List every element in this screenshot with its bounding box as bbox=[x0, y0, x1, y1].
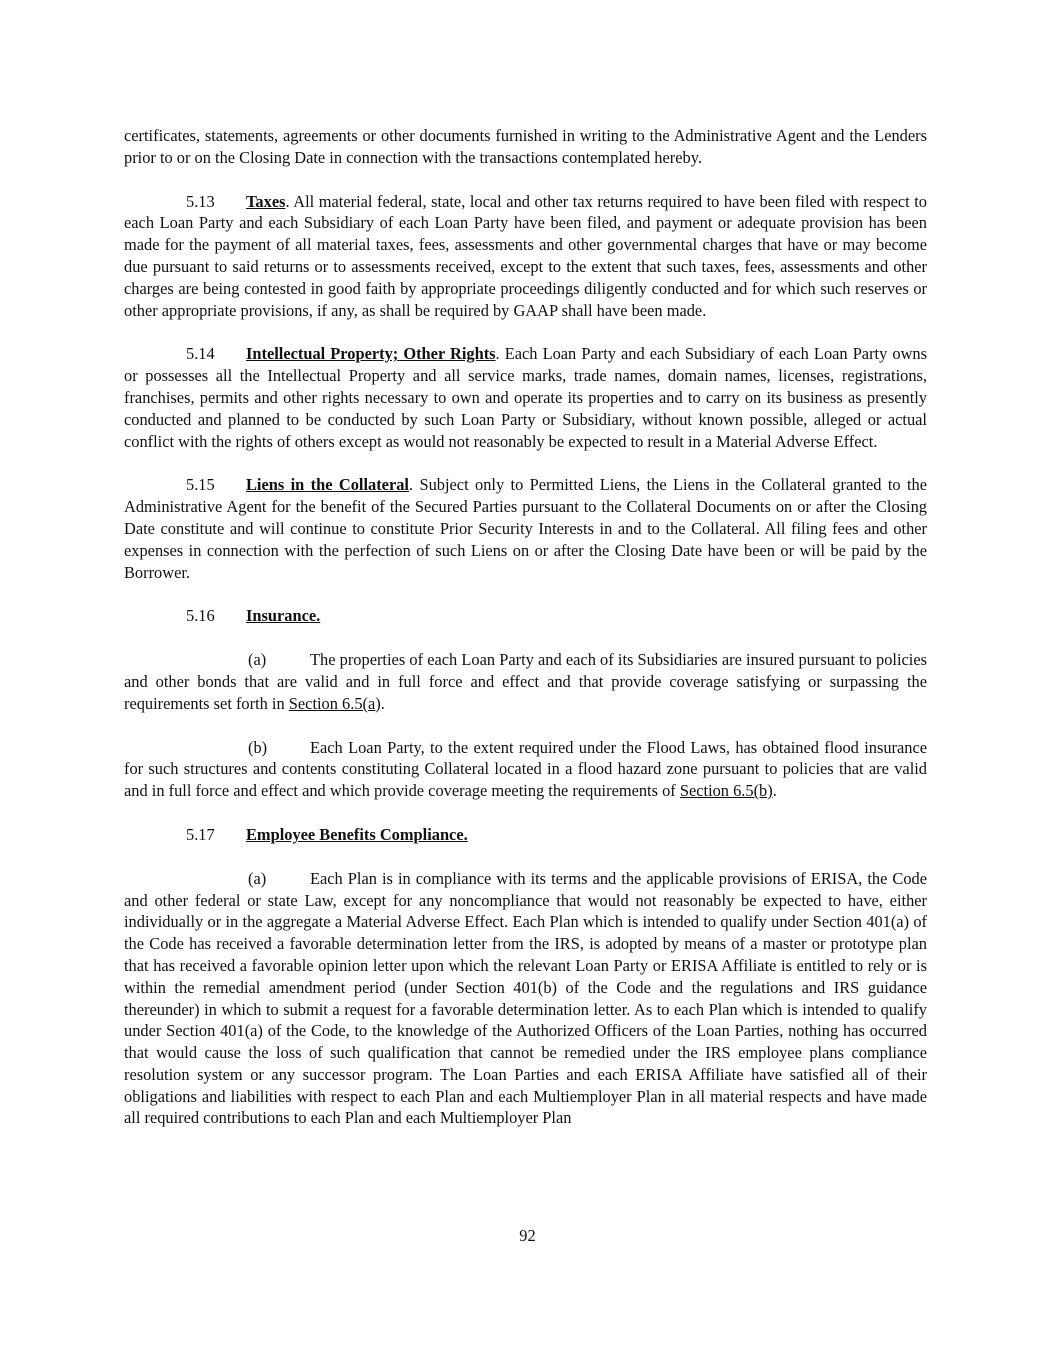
clause-text: Each Plan is in compliance with its terms and the applicable provisions of ERISA, the Code and other federal or state Law, except for any noncompliance that would not reasonably be expected to have, either individually or in the aggregate a Material Adverse Effect. Each Plan which is intended to qualify under Section 401(a) of the Code has received a favorable determination letter from the IRS, is adopted by means of a master or prototype plan that has received a favorable opinion letter upon which the relevant Loan Party or ERISA Affiliate is entitled to rely or is within the remedial amendment period (under Section 401(b) of the Code and the regulations and IRS guidance thereunder) in which to submit a request for a favorable determination letter. As to each Plan which is intended to qualify under Section 401(a) of the Code, to the knowledge of the Authorized Officers of the Loan Parties, nothing has occurred that would cause the loss of such qualification that cannot be remedied under the IRS employee plans compliance resolution system or any successor program. The Loan Parties and each ERISA Affiliate have satisfied all of their obligations and liabilities with respect to each Plan and each Multiemployer Plan in all material respects and have made all required contributions to each Plan and each Multiemployer Plan bbox=[124, 868, 927, 1128]
clause-label: (a) bbox=[248, 868, 267, 888]
section-5-16-b bbox=[124, 737, 927, 802]
section-number: 5.13 bbox=[186, 191, 215, 211]
section-heading: Liens in the Collateral bbox=[246, 475, 409, 495]
section-text: . Subject only to Permitted Liens, the Liens in the Collateral granted to the Administrative Agent for the benefit of the Secured Parties pursuant to the Collateral Documents on or after the Closing Date constitute and will continue to constitute Prior Security Interests in and to the Collateral. All filing fees and other expenses in connection with the perfection of such Liens on or after the Closing Date have been or will be paid by the Borrower. bbox=[124, 475, 928, 582]
section-number: 5.16 bbox=[186, 606, 215, 626]
section-heading: Intellectual Property; Other Rights bbox=[246, 344, 496, 364]
section-text: . Each Loan Party and each Subsidiary of each Loan Party owns or possesses all the Intellectual Property and all service marks, trade names, domain names, licenses, registrations, franchises, permits and other rights necessary to own and operate its properties and to carry on its business as presently conducted and planned to be conducted by such Loan Party or Subsidiary, without known possible, alleged or actual conflict with the rights of others except as would not reasonably be expected to result in a Material Adverse Effect. bbox=[124, 344, 927, 451]
clause-label: (b) bbox=[248, 737, 268, 757]
section-5-15 bbox=[124, 474, 927, 583]
section-reference: Section 6.5(a) bbox=[288, 693, 381, 713]
section-reference: Section 6.5(b) bbox=[679, 781, 773, 801]
clause-label: (a) bbox=[248, 650, 267, 670]
section-5-14 bbox=[124, 343, 927, 452]
clause-end: . bbox=[772, 781, 777, 801]
section-text: . All material federal, state, local and other tax returns required to have been filed with respect to each Loan Party and each Subsidiary of each Loan Party have been filed, and payment or adequate provision has been made for the payment of all material taxes, fees, assessments and other governmental charges that have or may become due pursuant to said returns or to assessments received, except to the extent that such taxes, fees, assessments and other charges are being contested in good faith by appropriate proceedings diligently conducted and for which such reserves or other appropriate provisions, if any, as shall be required by GAAP shall have been made. bbox=[124, 191, 927, 320]
clause-end: . bbox=[380, 693, 385, 713]
section-number: 5.17 bbox=[186, 824, 215, 844]
document-page bbox=[124, 125, 927, 1151]
clause-text: Each Loan Party, to the extent required under the Flood Laws, has obtained flood insurance for such structures and contents constituting Collateral located in a flood hazard zone pursuant to policies that are valid and in full force and effect and which provide coverage meeting the requirements of bbox=[124, 737, 927, 801]
section-5-16-a bbox=[124, 649, 927, 714]
section-number: 5.14 bbox=[186, 344, 215, 364]
section-5-17-a bbox=[124, 868, 927, 1130]
page-number: 92 bbox=[519, 1226, 536, 1245]
section-5-17-heading bbox=[124, 824, 927, 846]
section-heading: Employee Benefits Compliance. bbox=[246, 824, 468, 844]
section-heading: Insurance. bbox=[246, 606, 321, 626]
section-5-16-heading bbox=[124, 605, 927, 627]
section-5-13 bbox=[124, 191, 927, 322]
clause-text: The properties of each Loan Party and each of its Subsidiaries are insured pursuant to policies and other bonds that are valid and in full force and effect and that provide coverage satisfying or surpassing the requirements set forth in bbox=[124, 650, 927, 713]
section-number: 5.15 bbox=[186, 475, 215, 495]
intro-paragraph: certificates, statements, agreements or other documents furnished in writing to the Administrative Agent and the Lenders prior to or on the Closing Date in connection with the transactions contemplated hereby. bbox=[124, 126, 927, 167]
section-heading: Taxes bbox=[246, 191, 286, 211]
